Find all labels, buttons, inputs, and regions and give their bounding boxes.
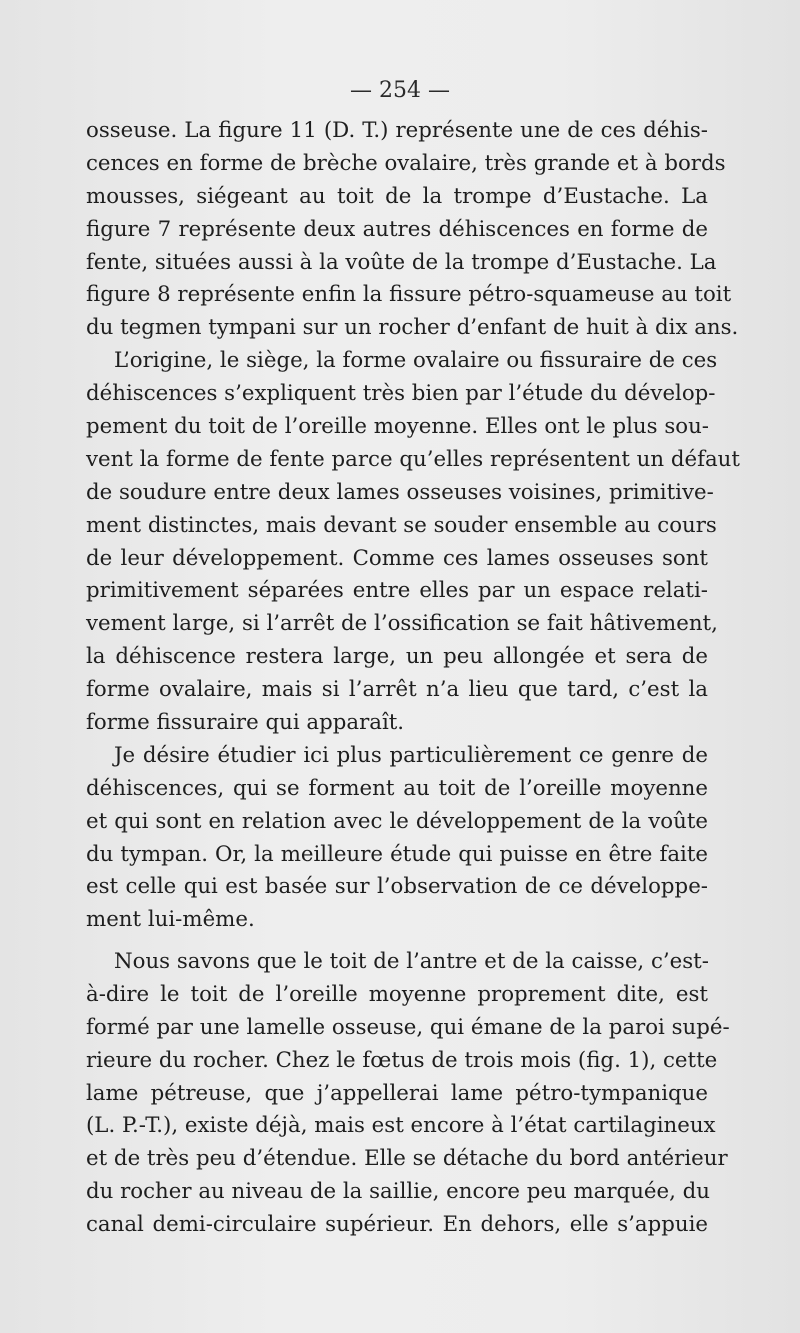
text-line: figure 7 représente deux autres déhiscences en forme de — [86, 216, 708, 242]
text-line: fente, situées aussi à la voûte de la trompe d’Eustache. La — [86, 249, 717, 275]
text-line: forme ovalaire, mais si l’arrêt n’a lieu que tard, c’est la — [86, 677, 708, 703]
text-line: du tegmen tympani sur un rocher d’enfant de huit à dix ans. — [86, 315, 739, 341]
text-line: de leur développement. Comme ces lames osseuses sont — [86, 545, 708, 571]
text-line: L’origine, le siège, la forme ovalaire ou fissuraire de ces — [114, 348, 718, 374]
text-line: déhiscences, qui se forment au toit de l’oreille moyenne — [86, 775, 708, 801]
page-number: — 254 — — [350, 78, 450, 103]
text-line: mousses, siégeant au toit de la trompe d’Eustache. La — [86, 183, 708, 209]
paragraph-block-2 — [86, 946, 730, 1242]
text-line: vement large, si l’arrêt de l’ossification se fait hâtivement, — [86, 611, 718, 637]
text-line: du tympan. Or, la meilleure étude qui puisse en être faite — [86, 841, 708, 867]
text-line: lame pétreuse, que j’appellerai lame pétro-tympanique — [86, 1080, 708, 1106]
text-line: la déhiscence restera large, un peu allongée et sera de — [86, 644, 708, 670]
text-line: cences en forme de brèche ovalaire, très grande et à bords — [86, 150, 726, 176]
text-line: pement du toit de l’oreille moyenne. Elles ont le plus sou- — [86, 414, 709, 440]
text-line: à-dire le toit de l’oreille moyenne proprement dite, est — [86, 981, 708, 1007]
text-line: primitivement séparées entre elles par un espace relati- — [86, 578, 708, 604]
text-line: ment distinctes, mais devant se souder ensemble au cours — [86, 512, 717, 538]
text-line: Je désire étudier ici plus particulièrement ce genre de — [114, 742, 708, 768]
text-line: Nous savons que le toit de l’antre et de la caisse, c’est- — [114, 949, 709, 974]
text-line: de soudure entre deux lames osseuses voisines, primitive- — [86, 479, 714, 505]
text-line: forme fissuraire qui apparaît. — [86, 710, 405, 736]
text-line: et qui sont en relation avec le développement de la voûte — [86, 808, 708, 834]
text-line: formé par une lamelle osseuse, qui émane de la paroi supé- — [86, 1014, 730, 1040]
text-line: et de très peu d’étendue. Elle se détache du bord antérieur — [86, 1146, 728, 1172]
text-line: figure 8 représente enfin la fissure pétro-squameuse au toit — [86, 282, 732, 308]
text-line: rieure du rocher. Chez le fœtus de trois mois (fig. 1), cette — [86, 1047, 718, 1073]
text-line: vent la forme de fente parce qu’elles représentent un défaut — [86, 446, 740, 472]
text-line: est celle qui est basée sur l’observation de ce développe- — [86, 874, 708, 900]
text-line: (L. P.-T.), existe déjà, mais est encore à l’état cartilagineux — [86, 1113, 716, 1139]
text-line: canal demi-circulaire supérieur. En dehors, elle s’appuie — [86, 1212, 708, 1238]
text-line: osseuse. La figure 11 (D. T.) représente une de ces déhis- — [86, 118, 708, 143]
text-line: déhiscences s’expliquent très bien par l’étude du dévelop- — [86, 381, 716, 407]
text-line: ment lui-même. — [86, 907, 255, 933]
paragraph-block-1 — [86, 115, 740, 937]
text-line: du rocher au niveau de la saillie, encore peu marquée, du — [86, 1179, 711, 1205]
